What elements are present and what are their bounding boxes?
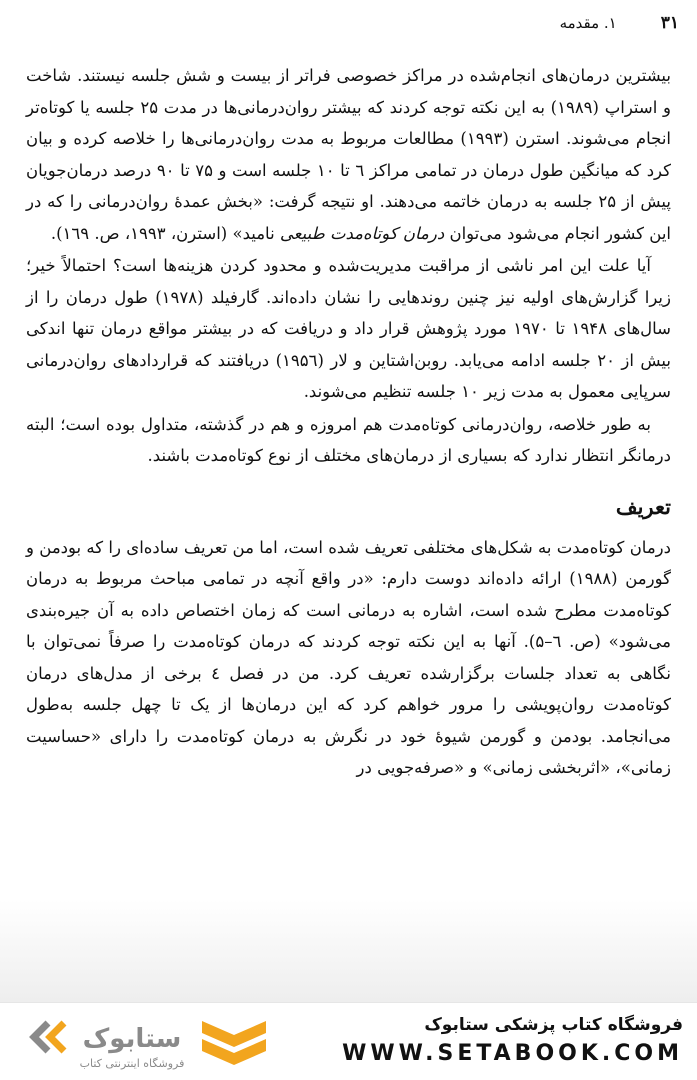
- bottom-fade: [0, 900, 697, 1002]
- arrows-icon: [34, 1023, 64, 1051]
- store-url[interactable]: WWW.SETABOOK.COM: [342, 1041, 683, 1066]
- section-paragraph: درمان کوتاه‌مدت به شکل‌های مختلفی تعریف شده است، اما من تعریف ساده‌ای را که بودمن و گورمن (۱۹۸۸) ارائه داده‌اند دوست دارم: «در واقع آنچه در تمامی مباحث مربوط به درمان کوتاه‌مدت مطرح شده است، اشاره به درمانی است که زمان اختصاص داده به آن جیره‌بندی می‌شود» (ص. ٦–۵). آنها به این نکته توجه کردند که درمان کوتاه‌مدت را صرفاً نمی‌توان با نگاهی به تعداد جلسات برگزارشده تعریف کرد. من در فصل ٤ برخی از مدل‌های درمان کوتاه‌مدت روان‌پویشی را مرور خواهم کرد که این درمان‌ها از یک تا چهل جلسه به‌طول می‌انجامد. بودمن و گورمن شیوهٔ خود در نگرش به درمان کوتاه‌مدت را دارای «حساسیت زمانی»، «اثربخشی زمانی» و «صرفه‌جویی در: [26, 537, 671, 777]
- running-head: [20, 10, 679, 36]
- logo-wordmark: ستابوک: [82, 1024, 182, 1054]
- paragraph-1-tail: نامید» (استرن، ۱۹۹۳، ص. ۱٦۹).: [50, 223, 280, 243]
- paragraph-1: [26, 60, 671, 249]
- setabook-logo-graphic: [14, 1011, 272, 1075]
- paragraph-2: آیا علت این امر ناشی از مراقبت مدیریت‌شده و محدود کردن هزینه‌ها است؟ احتمالاً خیر؛ زیرا گزارش‌های اولیه نیز چنین روندهایی را نشان داده‌اند. گارفیلد (۱۹۷۸) طول درمان را از سال‌های ۱۹۴۸ تا ۱۹۷۰ مورد پژوهش قرار داد و دریافت که در بیشتر مواقع درمان تنها اندکی بیش از ۲۰ جلسه ادامه می‌یابد. روبن‌اشتاین و لار (۱۹۵٦) دریافتند که قراردادهای روان‌درمانی سرپایی معمول به مدت زیر ۱۰ جلسه تنظیم می‌شوند.: [26, 256, 671, 401]
- setabook-logo: [14, 1011, 272, 1075]
- paragraph-1-text: بیشترین درمان‌های انجام‌شده در مراکز خصوصی فراتر از بیست و شش جلسه نیستند. شاخت و استراپ (۱۹۸۹) به این نکته توجه کردند که بیشتر روان‌درمانی‌ها در مدت ۲۵ جلسه یا کوتاه‌تر انجام می‌شوند. استرن (۱۹۹۳) مطالعات مربوط به مدت روان‌درمانی‌ها را خلاصه کرده و بیان کرد که میانگین طول درمان در تمامی مراکز ٦ تا ۱۰ جلسه است و ۷۵ تا ۹۰ درصد درمان‌جویان پیش از ۲۵ جلسه به درمان خاتمه می‌دهند. او نتیجه گرفت: «بخش عمدهٔ روان‌درمانی را که در این کشور انجام می‌شود می‌توان: [26, 66, 672, 243]
- logo-subtitle: فروشگاه اینترنتی کتاب: [79, 1057, 185, 1070]
- paragraph-3: به طور خلاصه، روان‌درمانی کوتاه‌مدت هم امروزه و هم در گذشته، متداول بوده است؛ البته درمانگر انتظار ندارد که بسیاری از درمان‌های مختلف از نوع کوتاه‌مدت باشند.: [26, 414, 671, 465]
- banner-text: [342, 1015, 683, 1066]
- store-name: فروشگاه کتاب پزشکی ستابوک: [424, 1015, 683, 1035]
- chapter-title: ۱. مقدمه: [559, 14, 617, 32]
- section-heading: تعریف: [615, 493, 671, 519]
- page-number: ۳۱: [660, 13, 679, 33]
- italic-term: درمان کوتاه‌مدت طبیعی: [279, 223, 445, 243]
- book-chevron-icon: [202, 1021, 266, 1065]
- body-text: [26, 60, 671, 785]
- store-banner: [0, 1002, 697, 1080]
